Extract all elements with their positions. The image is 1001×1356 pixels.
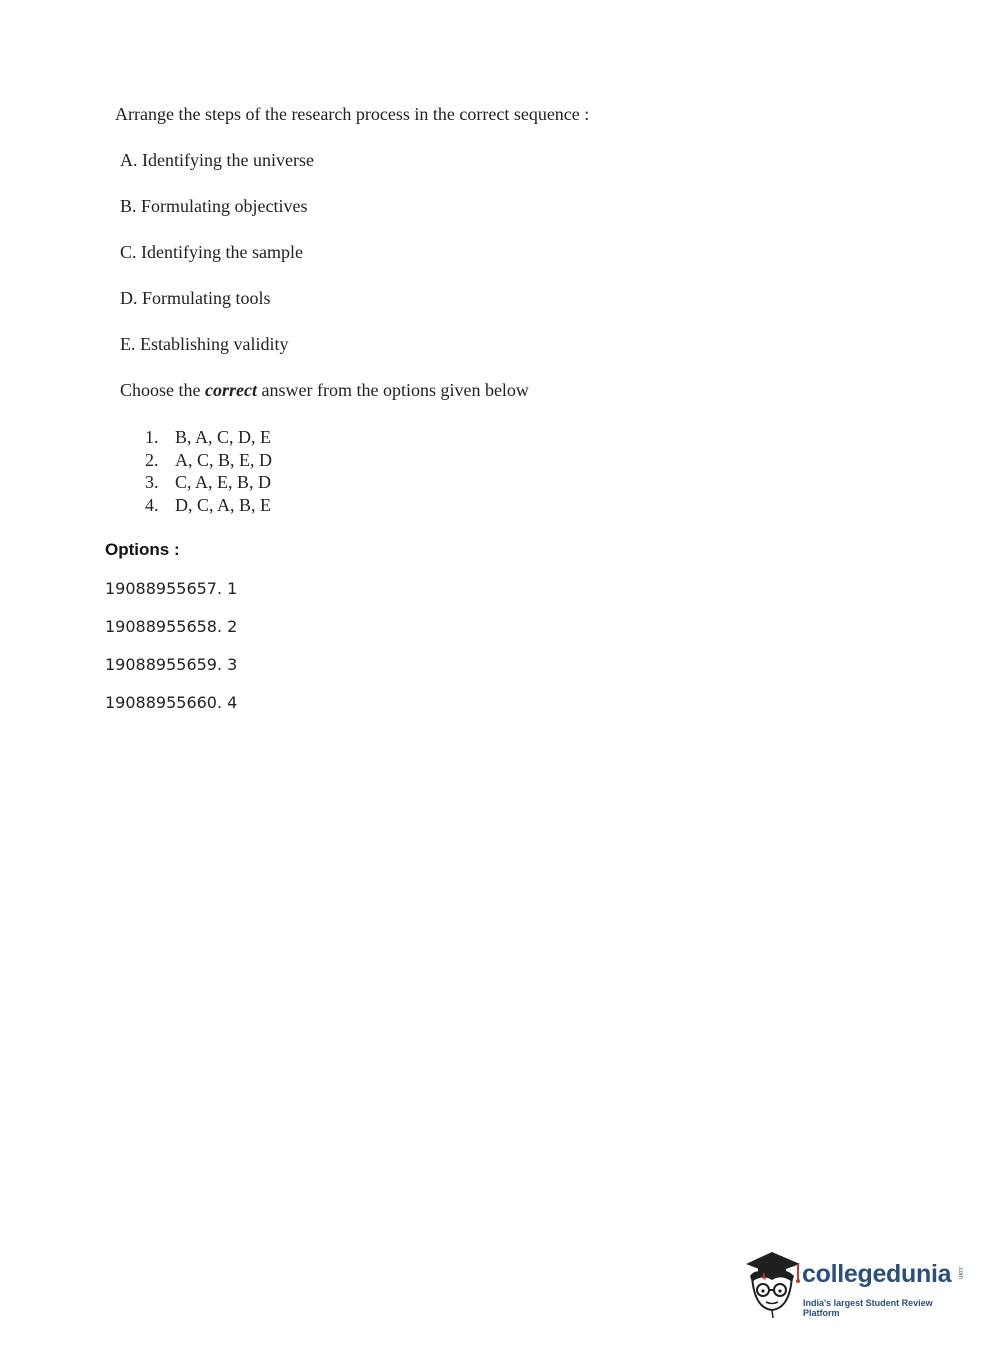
answer-text: A, C, B, E, D — [175, 449, 273, 470]
answer-number: 3. — [145, 472, 159, 493]
answer-number: 1. — [145, 427, 159, 447]
option-item-3: 19088955659. 3 — [105, 655, 238, 674]
mascot-icon — [742, 1250, 802, 1320]
statement-c: C. Identifying the sample — [120, 242, 303, 262]
choose-suffix: answer from the options given below — [256, 380, 529, 400]
logo-wordmark: collegedunia — [802, 1260, 952, 1288]
statement-e: E. Establishing validity — [120, 334, 289, 354]
statement-a: A. Identifying the universe — [120, 150, 314, 170]
answer-row — [145, 494, 272, 517]
collegedunia-logo — [742, 1250, 967, 1320]
answer-row — [145, 426, 272, 449]
answer-number: 2. — [145, 449, 159, 470]
answer-text: C, A, E, B, D — [175, 472, 272, 493]
choose-instruction — [120, 380, 529, 401]
option-item-1: 19088955657. 1 — [105, 579, 238, 598]
options-heading: Options : — [105, 540, 180, 559]
choose-emphasis: correct — [205, 380, 257, 400]
answer-row — [145, 449, 272, 472]
statement-b: B. Formulating objectives — [120, 196, 308, 216]
answer-list — [145, 426, 272, 517]
answer-number: 4. — [145, 495, 159, 516]
option-item-2: 19088955658. 2 — [105, 617, 238, 636]
option-item-4: 19088955660. 4 — [105, 693, 238, 712]
answer-text: D, C, A, B, E — [175, 495, 272, 516]
statement-d: D. Formulating tools — [120, 288, 271, 308]
choose-prefix: Choose the — [120, 380, 205, 400]
question-stem: Arrange the steps of the research process in the correct sequence : — [115, 104, 590, 124]
answer-row — [145, 471, 272, 494]
logo-dotcom: .com — [957, 1266, 963, 1280]
logo-tagline: India's largest Student Review Platform — [803, 1298, 933, 1318]
answer-text: B, A, C, D, E — [175, 427, 272, 447]
